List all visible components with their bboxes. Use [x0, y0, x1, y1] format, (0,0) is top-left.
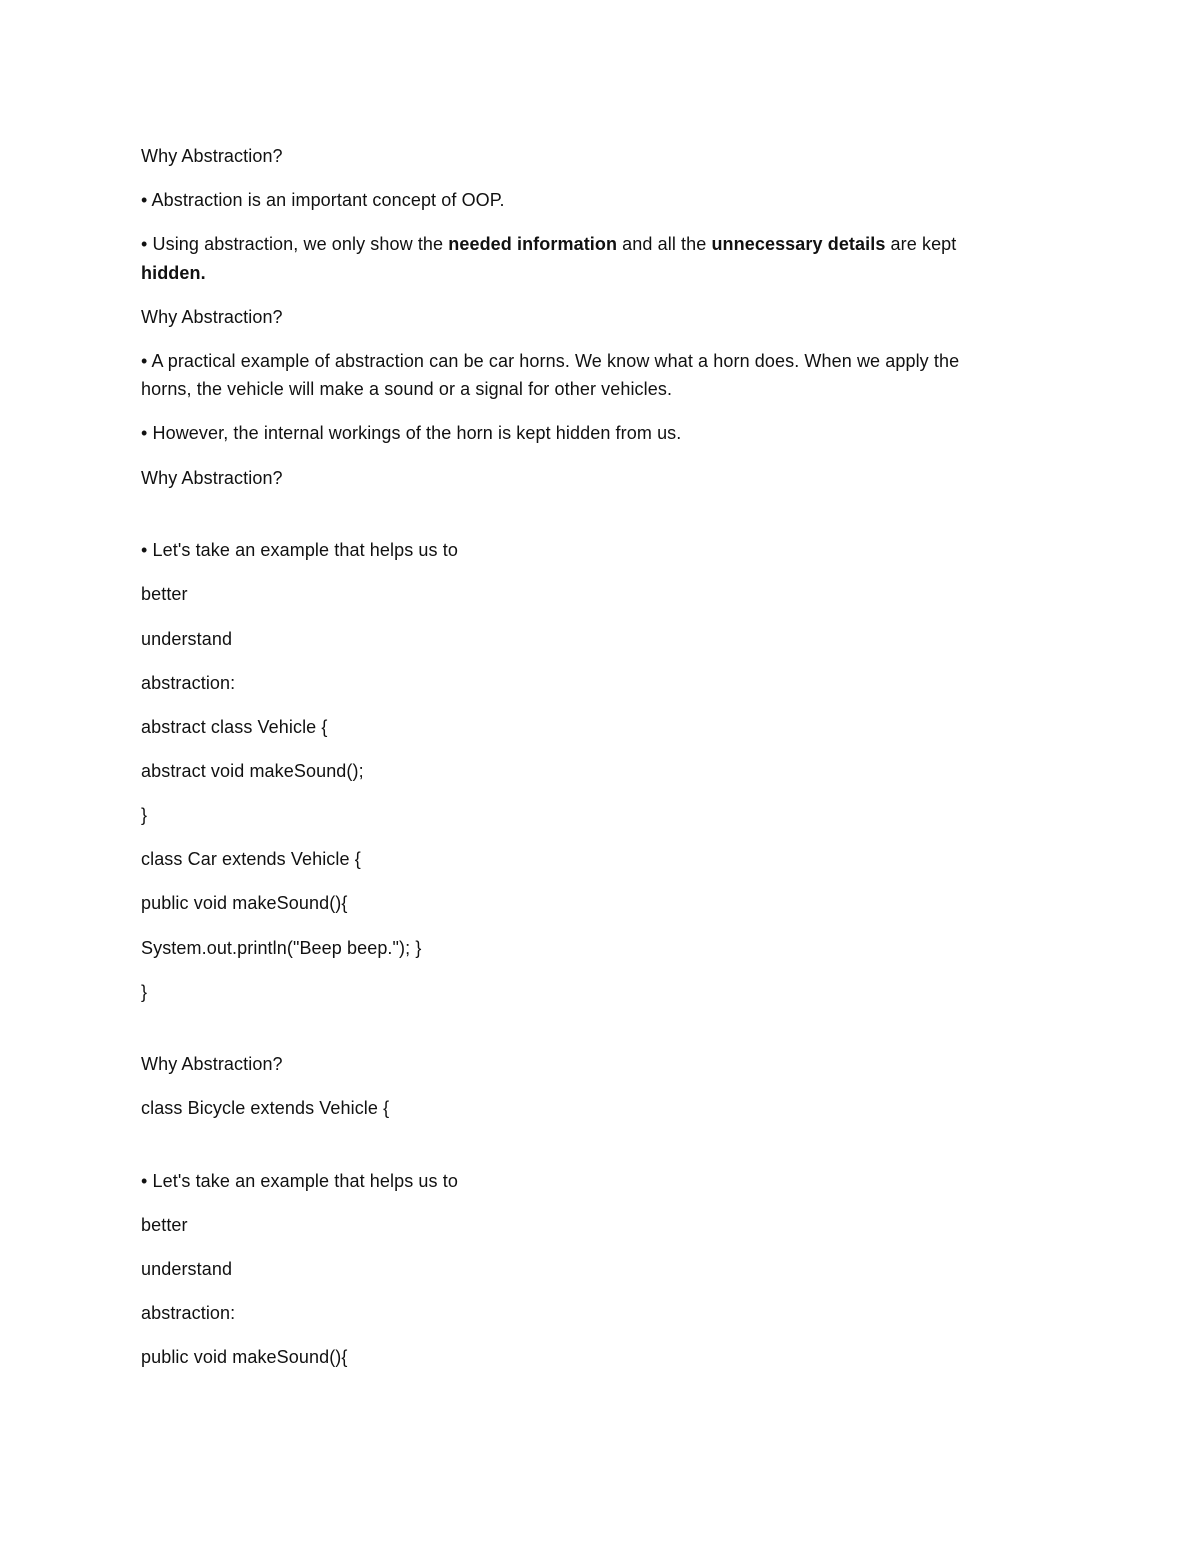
section-heading: Why Abstraction? [141, 146, 283, 166]
text-span: and all the [617, 234, 712, 254]
code-line: } [141, 805, 148, 825]
body-word: better [141, 1215, 188, 1235]
section-heading: Why Abstraction? [141, 1054, 283, 1074]
body-word: abstraction: [141, 1303, 236, 1323]
bullet-text: • Abstraction is an important concept of OOP. [141, 190, 505, 210]
bullet-text: • However, the internal workings of the horn is kept hidden from us. [141, 423, 682, 443]
code-line: public void makeSound(){ [141, 1347, 348, 1367]
section-heading: Why Abstraction? [141, 307, 283, 327]
bullet-text: • A practical example of abstraction can be car horns. We know what a horn does. When we apply the [141, 351, 960, 371]
code-line: abstract void makeSound(); [141, 761, 364, 781]
bold-text: hidden. [141, 263, 206, 283]
code-line: abstract class Vehicle { [141, 717, 328, 737]
body-word: understand [141, 629, 233, 649]
bullet-text: • Let's take an example that helps us to [141, 1171, 458, 1191]
bullet-text [141, 233, 956, 255]
bold-text: unnecessary details [711, 234, 886, 254]
code-line: } [141, 982, 148, 1002]
bold-text: needed information [448, 234, 618, 254]
section-heading: Why Abstraction? [141, 468, 283, 488]
body-word: better [141, 584, 188, 604]
code-line: public void makeSound(){ [141, 893, 348, 913]
code-line: class Car extends Vehicle { [141, 849, 361, 869]
text-span: • Using abstraction, we only show the [141, 234, 449, 254]
code-line: System.out.println("Beep beep."); } [141, 938, 422, 958]
bullet-text-continued: horns, the vehicle will make a sound or a signal for other vehicles. [141, 379, 673, 399]
body-word: abstraction: [141, 673, 236, 693]
bullet-text-continued [141, 262, 206, 284]
bullet-text: • Let's take an example that helps us to [141, 540, 458, 560]
text-span: are kept [885, 234, 957, 254]
body-word: understand [141, 1259, 233, 1279]
code-line: class Bicycle extends Vehicle { [141, 1098, 390, 1118]
